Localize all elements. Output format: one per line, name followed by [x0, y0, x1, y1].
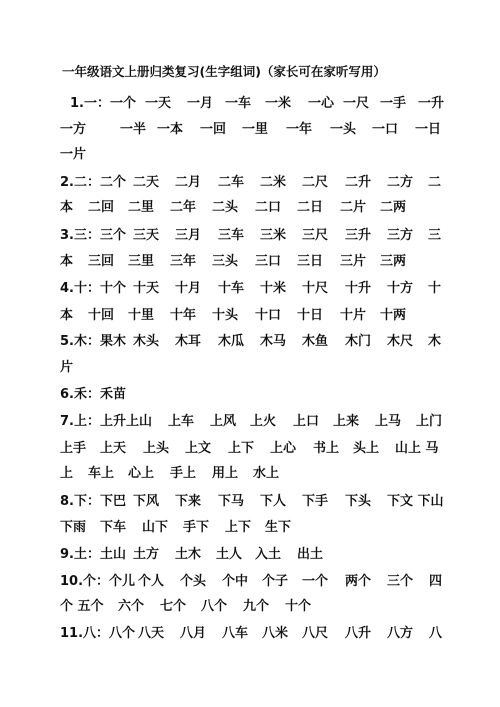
word-item: 6.禾：禾苗 [60, 387, 126, 402]
word-item: 土木 [175, 547, 202, 562]
word-item: 入土 [255, 547, 282, 562]
word-line [60, 622, 450, 642]
word-item: 头上 [353, 441, 380, 456]
word-item: 一里 [242, 122, 269, 137]
word-item: 个子 [262, 574, 289, 589]
word-item: 三车 [218, 228, 245, 243]
word-line [60, 250, 450, 270]
word-item: 三日 [297, 254, 324, 269]
word-line [60, 304, 450, 324]
word-item: 三天 [133, 228, 160, 243]
word-item: 山上 马 [395, 441, 439, 456]
word-item: 三方 [387, 228, 414, 243]
word-item: 木鱼 [302, 334, 329, 349]
word-item: 个人 [138, 574, 165, 589]
word-item: 一个 [302, 574, 329, 589]
word-item: 山下 [142, 520, 169, 535]
word-line [60, 143, 450, 163]
word-item: 三回 [88, 254, 115, 269]
word-item: 二两 [380, 200, 407, 215]
word-item: 出土 [297, 547, 324, 562]
word-item: 二里 [128, 200, 155, 215]
word-item: 十口 [255, 308, 282, 323]
word-item: 一回 [200, 122, 227, 137]
word-item: 片 [60, 360, 74, 375]
word-item: 二回 [88, 200, 115, 215]
word-item: 三月 [175, 228, 202, 243]
word-item: 八升 [345, 626, 372, 641]
word-item: 十两 [380, 308, 407, 323]
word-item: 十月 [175, 281, 202, 296]
word-item: 下手 [302, 494, 329, 509]
word-item: 三尺 [302, 228, 329, 243]
word-item: 心上 [128, 466, 155, 481]
word-item: 三里 [128, 254, 155, 269]
word-item: 木马 [260, 334, 287, 349]
word-item: 木耳 [175, 334, 202, 349]
word-line [60, 437, 450, 457]
word-item: 十年 [170, 308, 197, 323]
word-item: 八方 [387, 626, 414, 641]
word-item: 八月 [180, 626, 207, 641]
word-item: 十米 [260, 281, 287, 296]
word-line [60, 543, 450, 563]
word-line [60, 570, 450, 590]
word-item: 一升 [418, 96, 445, 111]
word-item: 上文 [185, 441, 212, 456]
word-item: 上下 [225, 520, 252, 535]
word-item: 本 [60, 308, 74, 323]
word-item: 上天 [100, 441, 127, 456]
word-item: 十片 [340, 308, 367, 323]
word-item: 九个 [243, 599, 270, 614]
word-item: 木 [428, 334, 442, 349]
word-item: 三年 [170, 254, 197, 269]
word-item: 一手 [380, 96, 407, 111]
word-item: 1.一：一个 [70, 96, 136, 111]
word-item: 土方 [133, 547, 160, 562]
word-item: 一年 [286, 122, 313, 137]
word-line [60, 171, 450, 191]
word-item: 十日 [297, 308, 324, 323]
word-item: 手上 [170, 466, 197, 481]
word-item: 下来 [175, 494, 202, 509]
word-item: 9.土：土山 [60, 547, 126, 562]
word-line [60, 277, 450, 297]
word-item: 个 五个 [60, 599, 104, 614]
word-item: 八米 [262, 626, 289, 641]
word-item: 一月 [187, 96, 214, 111]
word-item: 木瓜 [218, 334, 245, 349]
word-item: 生下 [265, 520, 292, 535]
word-item: 7.上：上升 [60, 414, 126, 429]
word-item: 木尺 [387, 334, 414, 349]
word-item: 一心 [308, 96, 335, 111]
word-item: 下风 [133, 494, 160, 509]
word-item: 一方 [60, 122, 87, 137]
word-item: 11.八：八个 [60, 626, 136, 641]
word-item: 十个 [285, 599, 312, 614]
word-item: 二尺 [302, 175, 329, 190]
word-item: 八尺 [302, 626, 329, 641]
word-item: 上风 [210, 414, 237, 429]
word-line [60, 490, 450, 510]
word-item: 十升 [345, 281, 372, 296]
word-line [60, 516, 450, 536]
word-item: 一口 [372, 122, 399, 137]
word-item: 八 [429, 626, 443, 641]
word-item: 4.十：十个 [60, 281, 126, 296]
word-item: 车上 [88, 466, 115, 481]
word-item: 二口 [255, 200, 282, 215]
word-line [60, 330, 450, 350]
document-title: 一年级语文上册归类复习(生字组词)（家长可在家听写用） [62, 64, 386, 79]
word-line [60, 383, 450, 403]
word-item: 上心 [270, 441, 297, 456]
word-item: 十回 [88, 308, 115, 323]
word-item: 上口 [293, 414, 320, 429]
word-line [60, 410, 450, 430]
word-item: 八天 [138, 626, 165, 641]
word-item: 上头 [143, 441, 170, 456]
word-item: 二片 [340, 200, 367, 215]
word-item: 上火 [250, 414, 277, 429]
word-item: 书上 [313, 441, 340, 456]
word-item: 二头 [212, 200, 239, 215]
word-item: 十方 [387, 281, 414, 296]
word-item: 十天 [133, 281, 160, 296]
word-item: 二月 [175, 175, 202, 190]
word-item: 三升 [345, 228, 372, 243]
word-item: 2.二：二个 [60, 175, 126, 190]
word-item: 三两 [380, 254, 407, 269]
word-item: 本 [60, 254, 74, 269]
word-item: 上门 [416, 414, 443, 429]
word-item: 5.木：果木 [60, 334, 126, 349]
word-item: 手下 [183, 520, 210, 535]
word-item: 一本 [157, 122, 184, 137]
word-item: 上来 [333, 414, 360, 429]
word-item: 十头 [212, 308, 239, 323]
word-item: 二方 [387, 175, 414, 190]
word-item: 上 [60, 466, 74, 481]
word-item: 二天 [133, 175, 160, 190]
word-item: 三 [428, 228, 442, 243]
word-item: 二米 [260, 175, 287, 190]
word-item: 下人 [260, 494, 287, 509]
word-item: 十里 [128, 308, 155, 323]
word-item: 八车 [222, 626, 249, 641]
word-item: 下车 [100, 520, 127, 535]
word-item: 个头 [180, 574, 207, 589]
word-item: 三米 [260, 228, 287, 243]
word-item: 二日 [297, 200, 324, 215]
word-item: 一日 [415, 122, 442, 137]
word-item: 一尺 [343, 96, 370, 111]
word-item: 三个 [387, 574, 414, 589]
word-item: 三口 [255, 254, 282, 269]
word-item: 用上 [212, 466, 239, 481]
word-item: 上山 [126, 414, 153, 429]
word-item: 木门 [345, 334, 372, 349]
word-line [60, 462, 450, 482]
word-item: 下头 [345, 494, 372, 509]
word-line [60, 196, 450, 216]
word-item: 二 [428, 175, 442, 190]
word-line [60, 92, 450, 112]
word-item: 10.个：个儿 [60, 574, 136, 589]
word-item: 下马 [218, 494, 245, 509]
word-item: 水上 [253, 466, 280, 481]
word-line [60, 356, 450, 376]
word-line [60, 224, 450, 244]
word-item: 十尺 [302, 281, 329, 296]
word-item: 一天 [145, 96, 172, 111]
word-item: 木头 [133, 334, 160, 349]
word-line [60, 595, 450, 615]
word-item: 3.三：三个 [60, 228, 126, 243]
word-item: 一头 [330, 122, 357, 137]
word-item: 个中 [222, 574, 249, 589]
word-item: 8.下：下巴 [60, 494, 126, 509]
word-item: 下文 下山 [387, 494, 444, 509]
word-item: 两个 [345, 574, 372, 589]
word-item: 一米 [265, 96, 292, 111]
word-item: 土人 [216, 547, 243, 562]
word-item: 上车 [168, 414, 195, 429]
word-item: 六个 [118, 599, 145, 614]
word-item: 四 [429, 574, 443, 589]
word-item: 二升 [345, 175, 372, 190]
word-item: 本 [60, 200, 74, 215]
word-item: 二年 [170, 200, 197, 215]
word-item: 三片 [340, 254, 367, 269]
word-item: 上马 [375, 414, 402, 429]
word-item: 二车 [218, 175, 245, 190]
word-item: 三头 [212, 254, 239, 269]
word-item: 一片 [60, 147, 87, 162]
word-item: 下雨 [60, 520, 87, 535]
word-item: 八个 [201, 599, 228, 614]
word-line [60, 118, 450, 138]
word-item: 一半 [120, 122, 147, 137]
word-item: 十车 [218, 281, 245, 296]
word-item: 七个 [160, 599, 187, 614]
word-item: 一车 [225, 96, 252, 111]
word-item: 上下 [228, 441, 255, 456]
word-item: 十 [428, 281, 442, 296]
word-item: 上手 [60, 441, 87, 456]
